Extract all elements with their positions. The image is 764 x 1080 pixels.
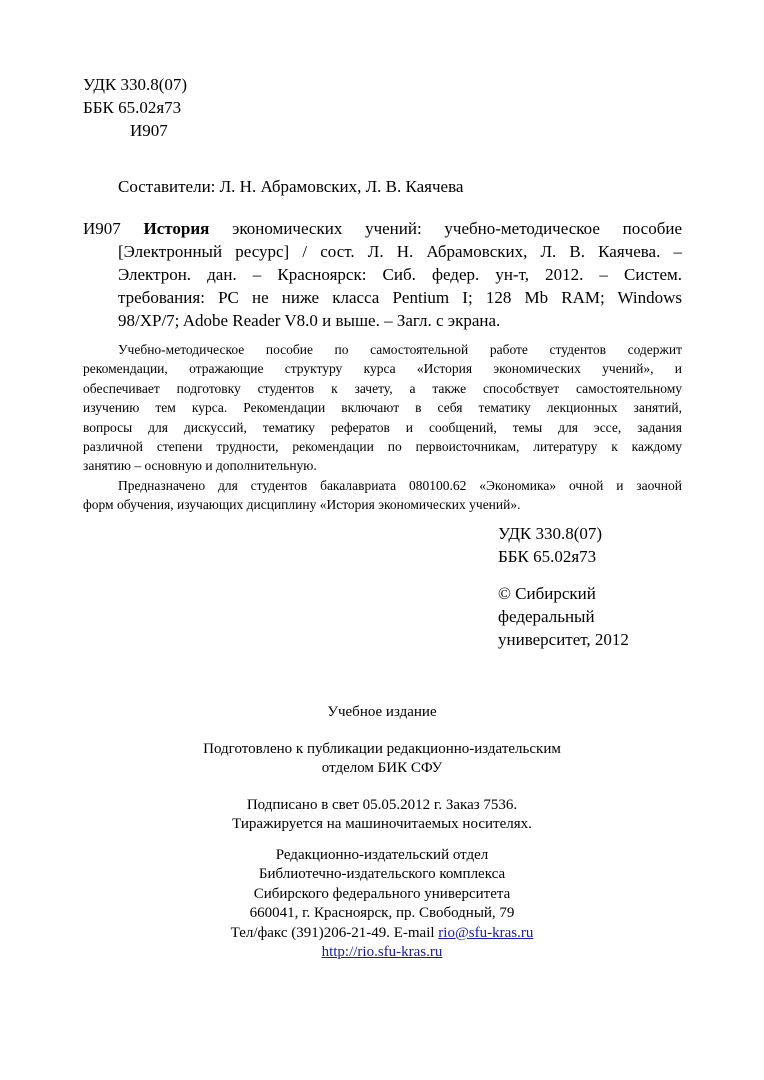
website-link[interactable]: http://rio.sfu-kras.ru [321, 944, 443, 961]
abstract-line: различной степени трудности, рекомендации по первоисточникам, литературу к каждому [83, 439, 682, 455]
udk-code: УДК 330.8(07) [83, 75, 188, 94]
publisher-line: Библиотечно-издательского комплекса [258, 866, 506, 883]
contact-line [0, 924, 764, 943]
prepared-block [0, 740, 764, 779]
abstract-line: занятию – основную и дополнительную. [83, 458, 317, 474]
bib-line-2: [Электронный ресурс] / сост. Л. Н. Абрамовских, Л. В. Каячева. – [118, 242, 682, 261]
bbk-code: ББК 65.02я73 [83, 98, 182, 117]
edition-type: Учебное издание [327, 704, 437, 720]
right-codes [498, 522, 698, 568]
signed-line: Подписано в свет 05.05.2012 г. Заказ 7536. [246, 797, 518, 813]
abstract-line: Учебно-методическое пособие по самостоятельной работе студентов содержит [118, 342, 682, 357]
udk-code-right: УДК 330.8(07) [498, 524, 603, 543]
copyright-block [498, 582, 718, 651]
copyright-line: © Сибирский [498, 584, 596, 603]
author-mark: И907 [130, 121, 168, 140]
signed-line: Тиражируется на машиночитаемых носителях. [232, 816, 532, 833]
abstract-line: вопросы для дискуссий, тематику рефератов и сообщений, темы для эссе, задания [83, 419, 682, 435]
abstract-line: изучению тем курса. Рекомендации включают в себя тематику лекционных занятий, [83, 400, 682, 416]
compilers-line: Составители: Л. Н. Абрамовских, Л. В. Каячева [118, 177, 464, 196]
copyright-line: федеральный [498, 607, 595, 626]
bib-line-3: Электрон. дан. – Красноярск: Сиб. федер. ун-т, 2012. – Систем. [118, 265, 682, 284]
abstract-line: рекомендации, отражающие структуру курса «История экономических учений», и [83, 361, 682, 377]
bib-line-4: требования: PC не ниже класса Pentium I; 128 Mb RAM; Windows [118, 288, 682, 307]
bib-line-1 [83, 217, 682, 240]
abstract [83, 340, 682, 515]
copyright-line: университет, 2012 [498, 630, 629, 649]
publisher-line: 660041, г. Красноярск, пр. Свободный, 79 [249, 905, 515, 922]
publisher-block [0, 846, 764, 962]
phone-text: Тел/факс (391)206-21-49. E-mail [230, 924, 439, 941]
classification-codes [83, 73, 283, 142]
signed-block [0, 796, 764, 835]
abstract-line: Предназначено для студентов бакалавриата 080100.62 «Экономика» очной и заочной [118, 477, 682, 493]
bib-line-5: 98/XP/7; Adobe Reader V8.0 и выше. – Загл. с экрана. [118, 311, 501, 330]
abstract-line: обеспечивает подготовку студентов к зачету, а также способствует самостоятельному [83, 380, 682, 396]
email-link[interactable]: rio@sfu-kras.ru [438, 924, 534, 941]
bib-line-1-rest: экономических учений: учебно-методическое пособие [232, 219, 682, 238]
url-line [0, 943, 764, 962]
prepared-line: Подготовлено к публикации редакционно-издательским [203, 741, 561, 757]
prepared-line: отделом БИК СФУ [321, 760, 443, 777]
publisher-line: Сибирского федерального университета [253, 885, 511, 902]
publisher-line: Редакционно-издательский отдел [275, 847, 489, 863]
bib-code: И907 [83, 219, 121, 238]
abstract-line: форм обучения, изучающих дисциплину «История экономических учений». [83, 497, 521, 513]
bib-record [83, 217, 682, 332]
bbk-code-right: ББК 65.02я73 [498, 547, 597, 566]
bib-title: История [143, 219, 210, 238]
